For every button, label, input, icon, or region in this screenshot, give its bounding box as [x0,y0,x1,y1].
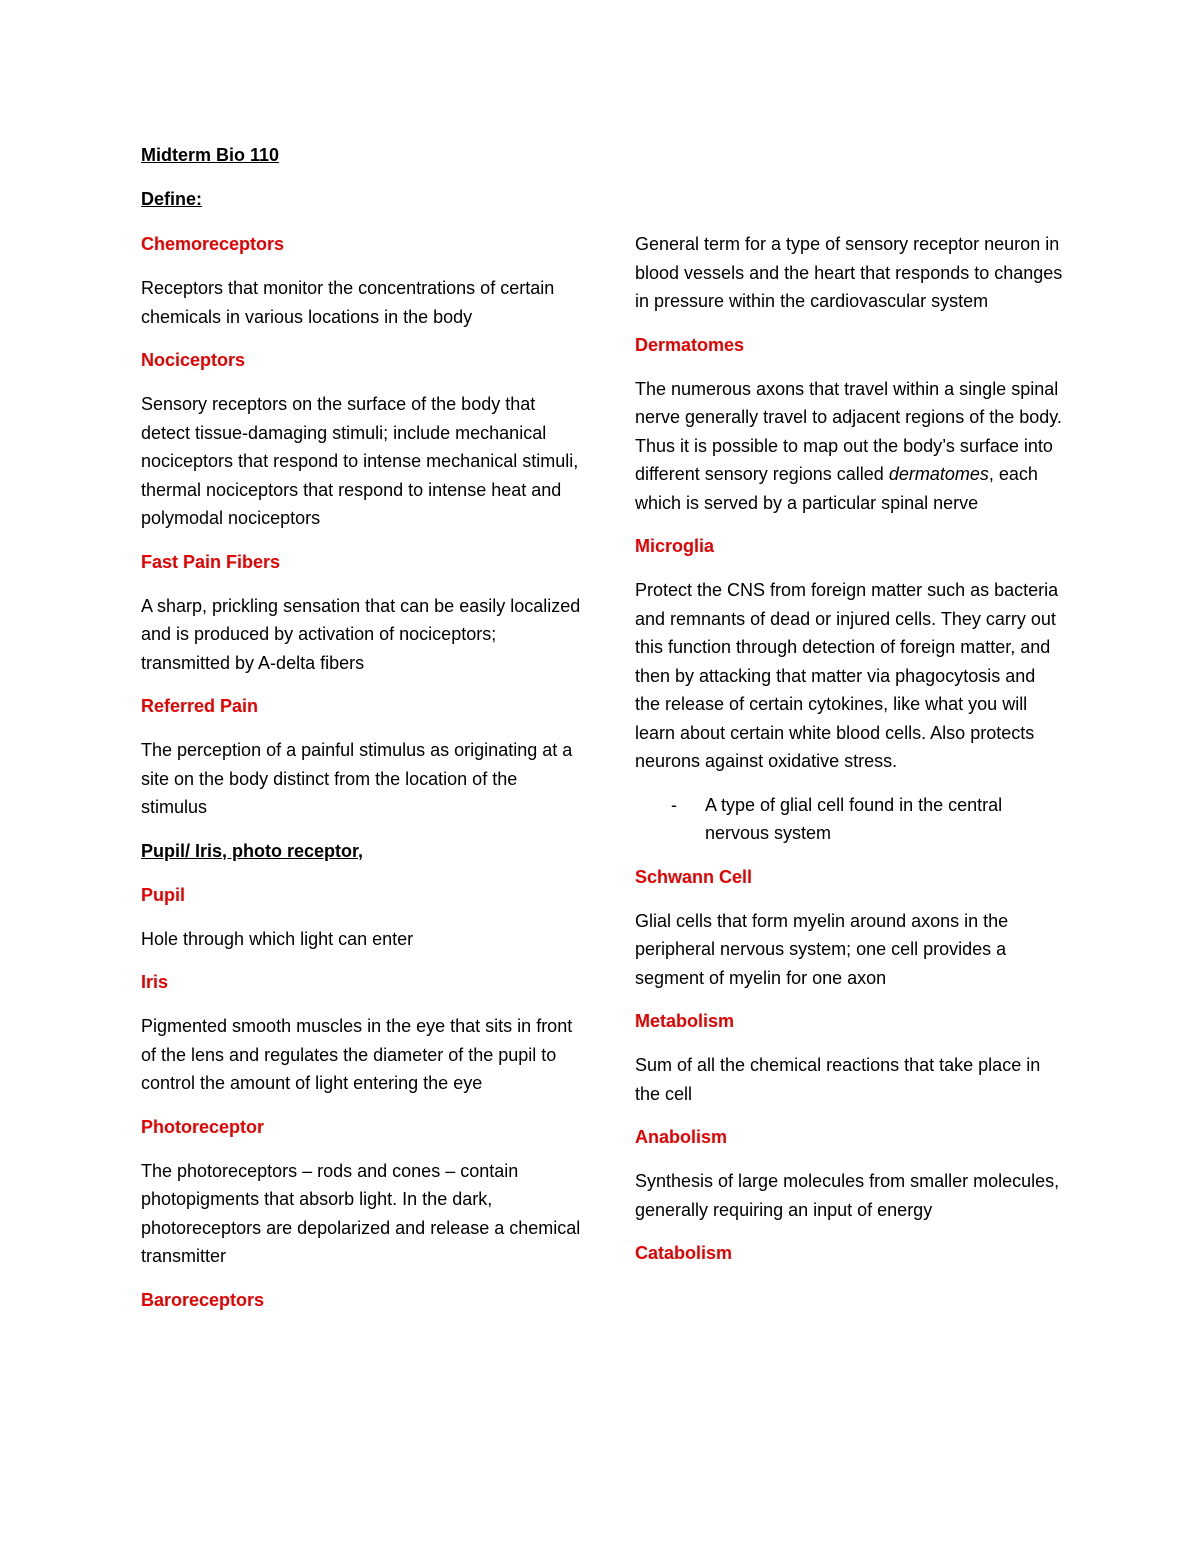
term-chemoreceptors: Chemoreceptors [141,234,285,254]
definition-anabolism: Synthesis of large molecules from smaller molecules, generally requiring an input of energy [635,1171,1060,1220]
definition-fast-pain-fibers: A sharp, prickling sensation that can be easily localized and is produced by activation of nociceptors; transmitted by A-delta fibers [141,595,581,673]
definition-pupil: Hole through which light can enter [141,928,414,949]
microglia-bullet-text: A type of glial cell found in the central nervous system [705,794,1003,843]
right-column [635,230,1065,1283]
term-catabolism: Catabolism [635,1243,733,1263]
left-column [141,230,581,1330]
term-schwann-cell: Schwann Cell [635,866,753,887]
definition-metabolism: Sum of all the chemical reactions that take place in the cell [635,1055,1041,1104]
term-referred-pain: Referred Pain [141,696,259,716]
definition-dermatomes [635,375,1065,518]
term-iris: Iris [141,972,169,992]
term-fast-pain-fibers: Fast Pain Fibers [141,551,281,572]
microglia-bullet-item [635,791,1065,848]
definition-photoreceptor: The photoreceptors – rods and cones – contain photopigments that absorb light. In the dark, photoreceptors are depolarized and release a chemical transmitter [141,1160,581,1266]
term-metabolism: Metabolism [635,1011,735,1031]
term-anabolism: Anabolism [635,1127,728,1147]
definition-referred-pain: The perception of a painful stimulus as originating at a site on the body distinct from the location of the stimulus [141,740,573,817]
definition-nociceptors: Sensory receptors on the surface of the body that detect tissue-damaging stimuli; include mechanical nociceptors that respond to intense mechanical stimuli, thermal nociceptors that respond to intense heat and polymodal nociceptors [141,394,579,528]
term-nociceptors: Nociceptors [141,350,246,370]
term-pupil: Pupil [141,884,185,905]
pupil-iris-heading: Pupil/ Iris, photo receptor, [141,840,364,861]
definition-dermatomes-part2: , each which is served by a particular spinal nerve [635,464,1038,513]
term-microglia: Microglia [635,536,715,556]
definition-microglia: Protect the CNS from foreign matter such as bacteria and remnants of dead or injured cells. They carry out this function through detection of foreign matter, and then by attacking that matter via phagocytosis and the release of certain cytokines, like what you will learn about certain white blood cells. Also protects neurons against oxidative stress. [635,580,1059,771]
definition-dermatomes-italic: dermatomes [888,464,989,484]
definition-baroreceptors: General term for a type of sensory receptor neuron in blood vessels and the heart that responds to changes in pressure within the cardiovascular system [635,234,1063,311]
document-header [141,141,601,229]
definition-schwann-cell: Glial cells that form myelin around axons in the peripheral nervous system; one cell provides a segment of myelin for one axon [635,910,1009,988]
define-heading: Define: [141,189,203,209]
definition-chemoreceptors: Receptors that monitor the concentrations of certain chemicals in various locations in the body [141,278,555,327]
term-photoreceptor: Photoreceptor [141,1116,265,1137]
term-baroreceptors: Baroreceptors [141,1289,265,1310]
term-dermatomes: Dermatomes [635,334,745,355]
dash-bullet-icon: - [671,794,677,815]
document-title: Midterm Bio 110 [141,145,280,165]
definition-dermatomes-part1: The numerous axons that travel within a single spinal nerve generally travel to adjacent regions of the body. Thus it is possible to map out the body’s surface into different sensory regions called [635,378,1062,484]
definition-iris: Pigmented smooth muscles in the eye that sits in front of the lens and regulates the diameter of the pupil to control the amount of light entering the eye [141,1016,573,1093]
